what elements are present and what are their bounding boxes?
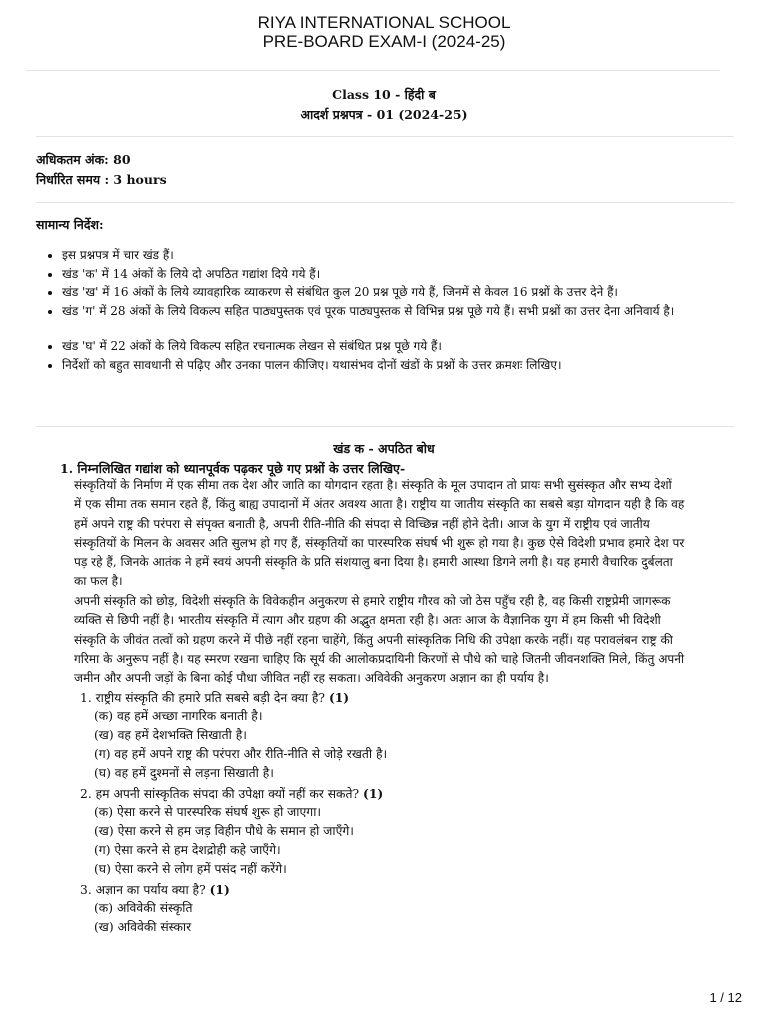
sub-question-text: राष्ट्रीय संस्कृति की हमारे प्रति सबसे बड़ी देन क्या है? bbox=[95, 691, 326, 705]
passage-line: संस्कृतियों के मिलन के अवसर अति सुलभ हो गए हैं, संस्कृतियों का पारस्परिक संघर्ष भी शुरू हो गया है। कुछ ऐसे विदेशी प्रभाव हमारे देश पर bbox=[74, 535, 685, 550]
instruction-item: • खंड 'ख' में 16 अंकों के लिये व्यावहारिक व्याकरण से संबंधित कुल 20 प्रश्न पूछे गये हैं, जिनमें से केवल 16 प्रश्नों के उत्तर देने हैं। bbox=[62, 283, 768, 302]
marks: (1) bbox=[363, 786, 384, 801]
question-1 bbox=[60, 460, 405, 477]
option: (क) वह हमें अच्छा नागरिक बनाती है। bbox=[94, 709, 263, 723]
time-allowed: निर्धारित समय : 3 hours bbox=[36, 172, 167, 187]
divider bbox=[36, 426, 734, 427]
passage-line: में एक सीमा तक समान रहते हैं, किंतु बाह्य उपादानों में अंतर अवश्य आता है। राष्ट्रीय या जातीय संस्कृति का सबसे बड़ा योगदान यही है कि वह bbox=[74, 497, 685, 512]
instruction-item: • खंड 'घ' में 22 अंकों के लिये विकल्प सहित रचनात्मक लेखन से संबंधित प्रश्न पूछे गये हैं। bbox=[62, 337, 768, 356]
divider bbox=[36, 202, 734, 203]
option: (ख) अविवेकी संस्कार bbox=[94, 920, 192, 934]
option: (क) ऐसा करने से पारस्परिक संघर्ष शुरू हो जाएगा। bbox=[94, 805, 322, 819]
page-indicator: 1 / 12 bbox=[709, 990, 742, 1005]
header-divider bbox=[26, 70, 720, 71]
sub-question-text: हम अपनी सांस्कृतिक संपदा की उपेक्षा क्यों नहीं कर सकते? bbox=[95, 787, 360, 801]
instruction-item: • खंड 'क' में 14 अंकों के लिये दो अपठित गद्यांश दिये गये हैं। bbox=[62, 265, 768, 284]
school-name: RIYA INTERNATIONAL SCHOOL bbox=[257, 13, 511, 32]
divider bbox=[36, 136, 734, 137]
option: (ख) वह हमें देशभक्ति सिखाती है। bbox=[94, 728, 247, 742]
sample-paper-line: आदर्श प्रश्नपत्र - 01 (2024-25) bbox=[300, 107, 468, 122]
sub-question-text: अज्ञान का पर्याय क्या है? bbox=[95, 883, 206, 897]
passage-line: हमें अपने राष्ट्र की परंपरा से संपृक्त बनाती है, अपनी रीति-नीति की संपदा से विच्छिन्न नहीं होने देती। आज के युग में राष्ट्रीय एवं जातीय bbox=[74, 516, 650, 531]
sub-question-3 bbox=[80, 880, 230, 900]
instruction-item: • इस प्रश्नपत्र में चार खंड हैं। bbox=[62, 246, 768, 265]
exam-title: PRE-BOARD EXAM-I (2024-25) bbox=[262, 32, 506, 51]
passage-line: का फल है। bbox=[74, 574, 123, 589]
passage-line: व्यक्ति से छिपी नहीं है। भारतीय संस्कृति में त्याग और ग्रहण की अद्भुत क्षमता रही है। अतः आज के वैज्ञानिक युग में हम किसी भी विदेशी bbox=[74, 613, 661, 628]
option: (घ) ऐसा करने से लोग हमें पसंद नहीं करेंगे। bbox=[94, 862, 287, 876]
instruction-item: • खंड 'ग' में 28 अंकों के लिये विकल्प सहित पाठ्यपुस्तक एवं पूरक पाठ्यपुस्तक से विभिन्न प्रश्न पूछे गये हैं। सभी प्रश्नों का उत्तर देना अनिवार्य है। bbox=[62, 302, 768, 321]
passage-line: गरिमा के अनुरूप नहीं है। यह स्मरण रखना चाहिए कि सूर्य की आलोकप्रदायिनी किरणों से पौधे को चाहे जितनी जीवनशक्ति मिले, किंतु अपनी bbox=[74, 651, 685, 666]
option: (ख) ऐसा करने से हम जड़ विहीन पौधे के समान हो जाएँगे। bbox=[94, 824, 354, 838]
sub-question-1 bbox=[80, 688, 349, 708]
passage-line: संस्कृतियों के निर्माण में एक सीमा तक देश और जाति का योगदान रहता है। संस्कृति के मूल उपादान तो प्रायः सभी सुसंस्कृत और सभ्य देशों bbox=[74, 478, 672, 492]
passage-paragraph-2 bbox=[74, 592, 738, 688]
passage-line: अपनी संस्कृति को छोड़, विदेशी संस्कृति के विवेकहीन अनुकरण से हमारे राष्ट्रीय गौरव को जो ठेस पहुँच रही है, वह किसी राष्ट्रप्रेमी जागरूक bbox=[74, 594, 671, 608]
option: (क) अविवेकी संस्कृति bbox=[94, 901, 193, 915]
instruction-item: • निर्देशों को बहुत सावधानी से पढ़िए और उनका पालन कीजिए। यथासंभव दोनों खंडों के प्रश्नों के उत्तर क्रमशः लिखिए। bbox=[62, 356, 768, 375]
marks: (1) bbox=[328, 690, 350, 705]
option: (ग) ऐसा करने से हम देशद्रोही कहे जाएँगे। bbox=[94, 843, 281, 857]
instructions-list bbox=[38, 246, 768, 374]
passage-paragraph-1 bbox=[74, 476, 738, 592]
question-text: निम्नलिखित गद्यांश को ध्यानपूर्वक पढ़कर पूछे गए प्रश्नों के उत्तर लिखिए- bbox=[77, 461, 406, 476]
max-marks: अधिकतम अंक: 80 bbox=[36, 152, 131, 167]
class-line: Class 10 - हिंदी ब bbox=[332, 87, 436, 102]
instructions-heading: सामान्य निर्देश: bbox=[36, 217, 104, 232]
sub-question-number: 3. bbox=[80, 883, 92, 897]
passage-line: संस्कृति के जीवंत तत्वों को ग्रहण करने में पीछे नहीं रहना चाहेंगे, किंतु अपनी सांस्कृतिक निधि की उपेक्षा करके नहीं। यह परावलंबन राष्ट्र की bbox=[74, 632, 673, 647]
marks: (1) bbox=[209, 882, 230, 897]
sub-question-number: 1. bbox=[80, 691, 92, 705]
passage-line: जमीन और अपनी जड़ों के बिना कोई पौधा जीवित नहीं रह सकता। अविवेकी अनुकरण अज्ञान का ही पर्याय है। bbox=[74, 671, 549, 686]
option: (ग) वह हमें अपने राष्ट्र की परंपरा और रीति-नीति से जोड़े रखती है। bbox=[94, 747, 388, 761]
sub-question-number: 2. bbox=[80, 787, 92, 801]
section-title: खंड क - अपठित बोध bbox=[333, 441, 435, 456]
passage-line: पड़ रहे हैं, जिनके आतंक ने हमें स्वयं अपनी संस्कृति के प्रति संशयालु बना दिया है। हमारी आस्था डिगने लगी है। यह हमारी वैचारिक दुर्बलता bbox=[74, 555, 673, 570]
sub-question-2 bbox=[80, 784, 383, 804]
option: (घ) वह हमें दुश्मनों से लड़ना सिखाती है। bbox=[94, 766, 274, 780]
question-number: 1. bbox=[60, 461, 74, 476]
